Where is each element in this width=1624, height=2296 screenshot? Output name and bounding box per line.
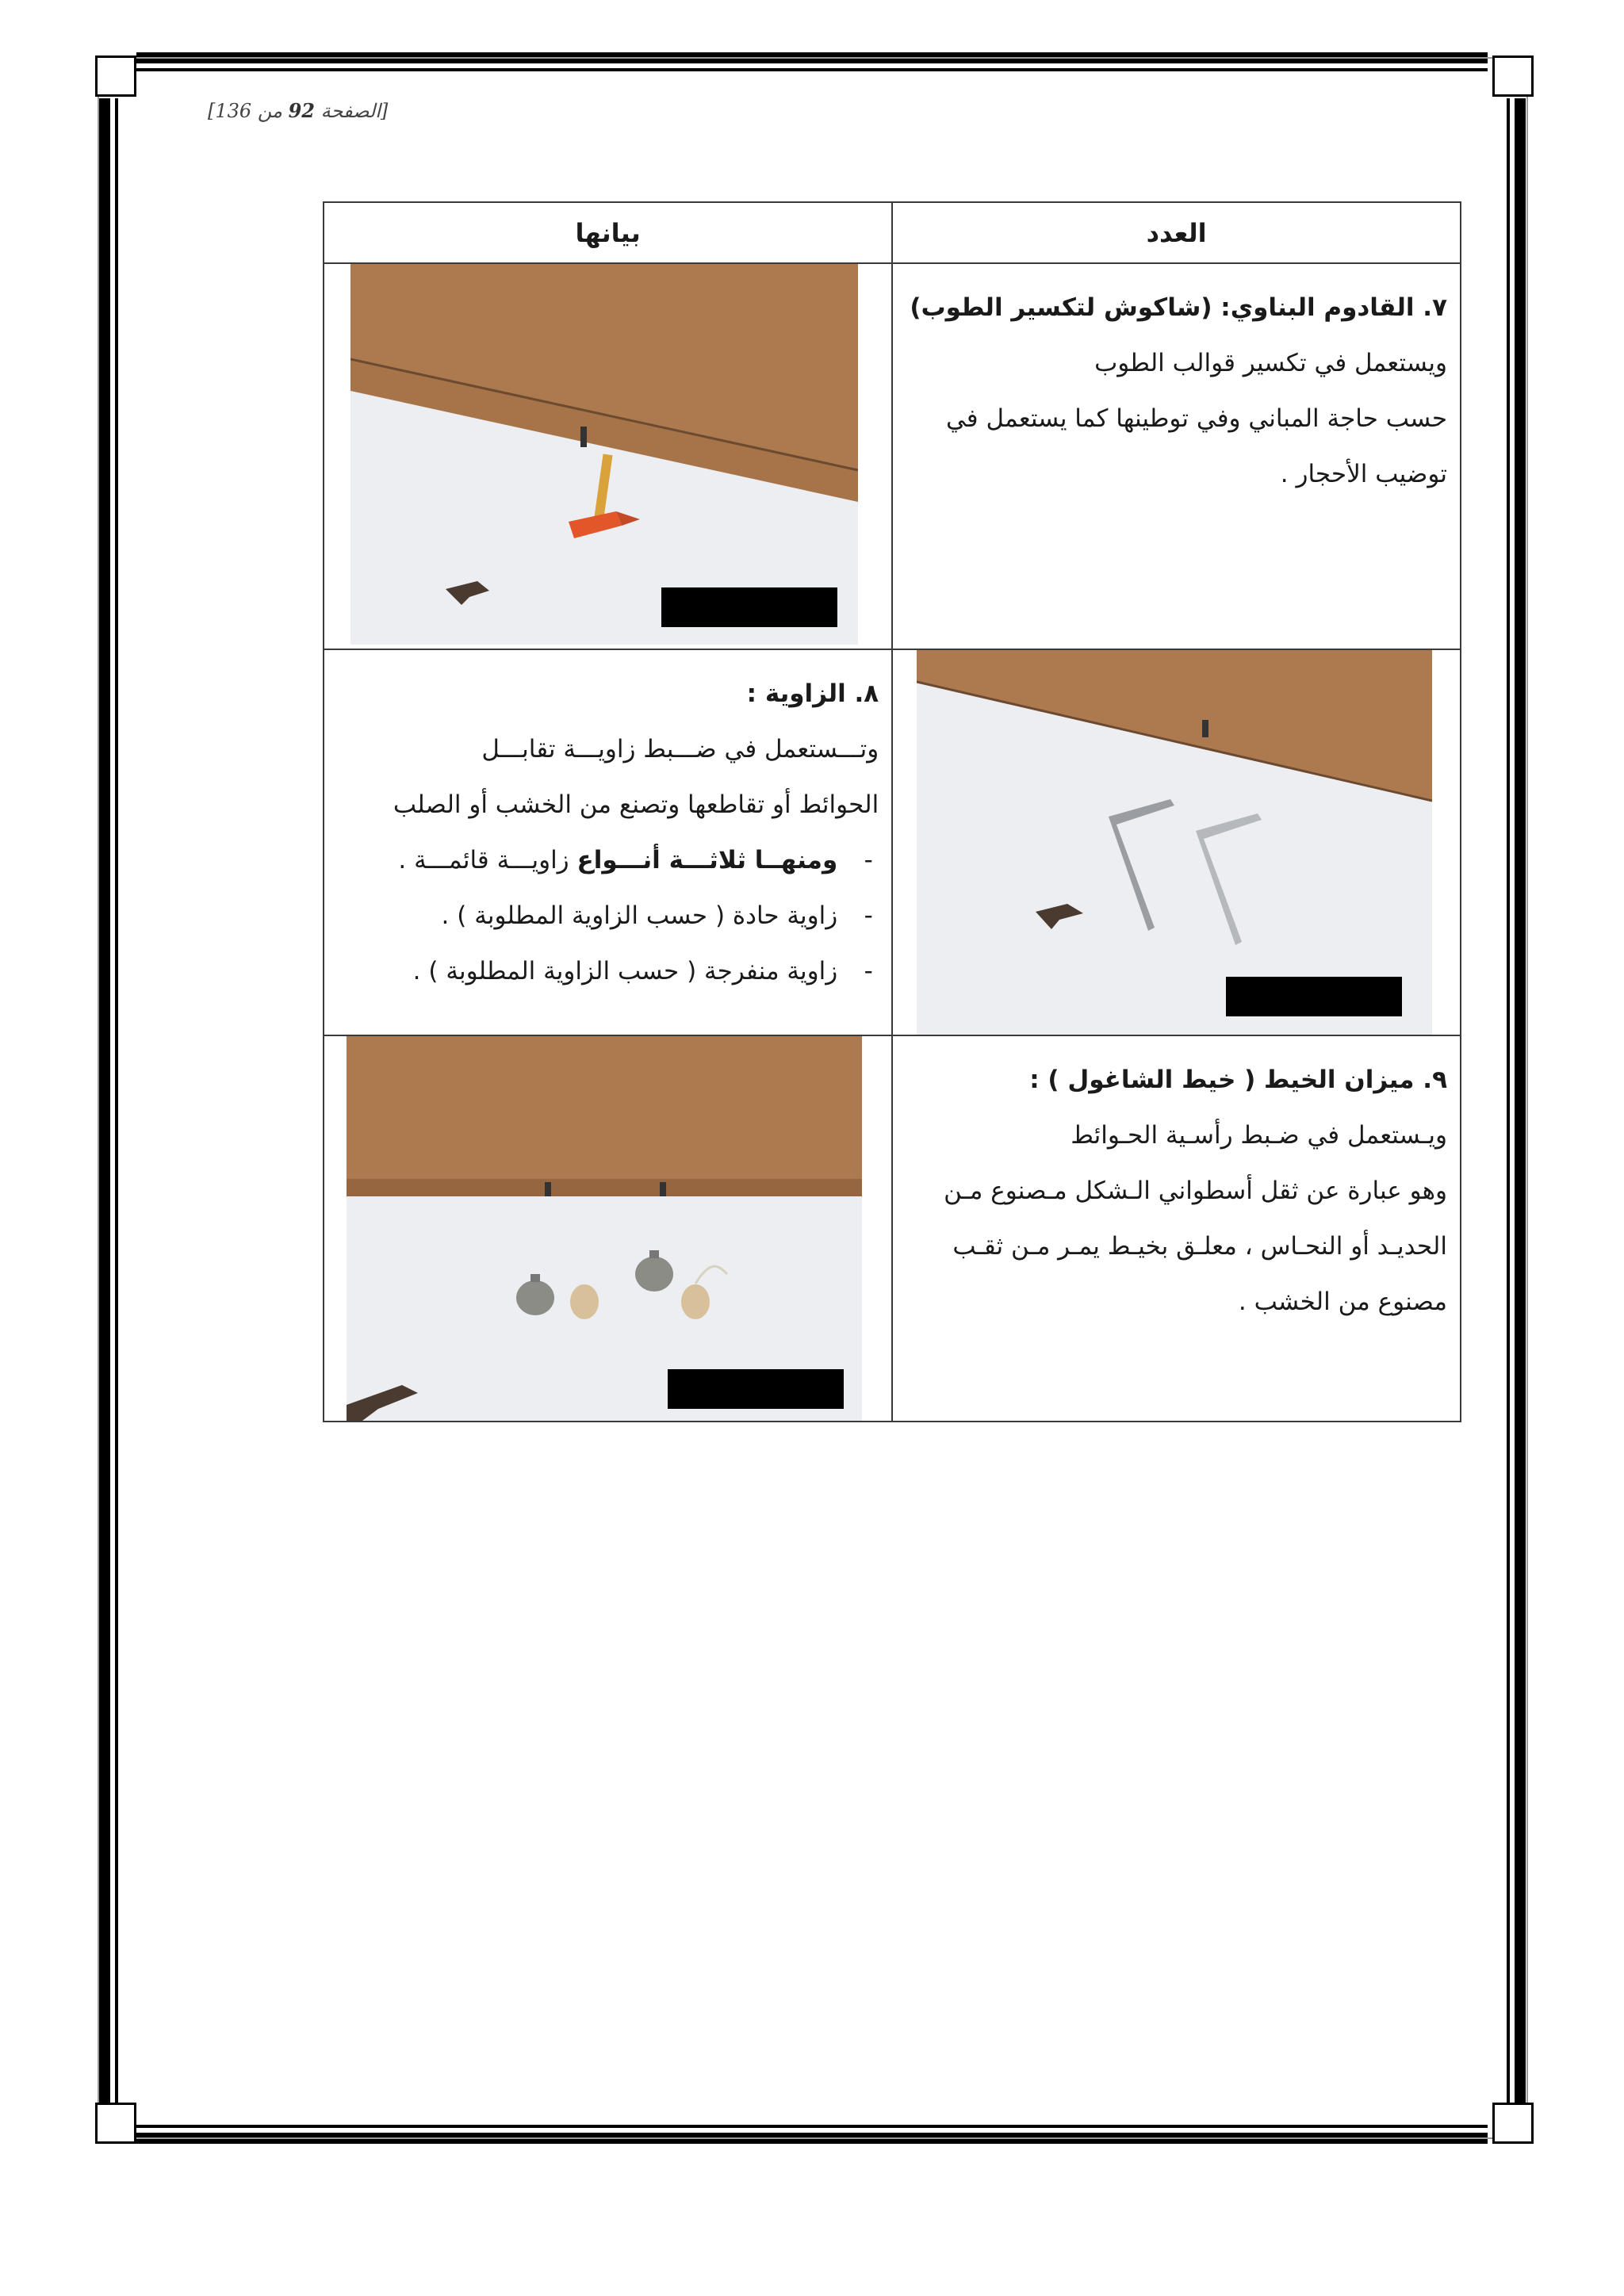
square-type-obtuse: زاوية منفرجة ( حسب الزاوية المطلوبة ) . bbox=[412, 957, 838, 985]
square-type-acute: زاوية حادة ( حسب الزاوية المطلوبة ) . bbox=[441, 901, 838, 930]
plumb-weight-2 bbox=[635, 1257, 673, 1292]
plumb-desc-line-2: وهو عبارة عن ثقل أسطواني الـشكل مـصنوع مـن bbox=[944, 1177, 1447, 1205]
hammer-desc-line-3: توضيب الأحجار . bbox=[1280, 460, 1447, 488]
square-bullet-2 bbox=[337, 888, 879, 943]
square-type-right: زاويـــة قائمـــة . bbox=[398, 846, 569, 874]
hammer-image-cell bbox=[324, 263, 892, 649]
hammer-desc-line-2: حسب حاجة المباني وفي توطينها كما يستعمل في bbox=[945, 404, 1447, 433]
square-title: ٨. الزاوية : bbox=[746, 679, 879, 708]
page-of-label: من bbox=[257, 100, 282, 122]
bullet-dash: - bbox=[864, 846, 873, 874]
plumb-weight-1 bbox=[516, 1280, 554, 1315]
frame-corner-bottom-left bbox=[95, 2103, 136, 2144]
frame-corner-top-left bbox=[95, 55, 136, 97]
frame-corner-top-right bbox=[1492, 55, 1534, 97]
plumb-spool-1 bbox=[570, 1284, 599, 1319]
plumb-photo-drawing bbox=[347, 1036, 862, 1421]
square-bullet-1 bbox=[337, 832, 879, 888]
redaction-box bbox=[661, 587, 837, 627]
square-photo bbox=[917, 650, 1432, 1035]
plumb-desc-line-3: الحديـد أو النحـاس ، معلـق بخيـط يمـر مـن ثقـب bbox=[952, 1232, 1447, 1261]
square-text-cell bbox=[324, 649, 892, 1035]
plumb-title: ٩. ميزان الخيط ( خيط الشاغول ) : bbox=[1029, 1066, 1447, 1094]
plumb-desc-line-4: مصنوع من الخشب . bbox=[1238, 1288, 1447, 1316]
square-bullet-3 bbox=[337, 943, 879, 999]
page-number-prefix: [الصفحة bbox=[320, 100, 389, 122]
square-image-cell bbox=[892, 649, 1461, 1035]
hammer-desc-line-1: ويستعمل في تكسير قوالب الطوب bbox=[1094, 349, 1447, 377]
bullet-dash: - bbox=[864, 901, 873, 930]
plumb-photo bbox=[347, 1036, 862, 1421]
plumb-image-cell bbox=[324, 1035, 892, 1422]
redaction-box bbox=[668, 1369, 844, 1409]
header-number: العدد bbox=[892, 202, 1461, 263]
table-header-row bbox=[324, 202, 1461, 263]
hammer-title: ٧. القادوم البناوي: (شاكوش لتكسير الطوب) bbox=[910, 293, 1447, 322]
plumb-spool-2 bbox=[681, 1284, 710, 1319]
table-row-hammer bbox=[324, 263, 1461, 649]
bullet-dash: - bbox=[864, 957, 873, 985]
plumb-desc-line-1: ويـستعمل في ضـبط رأسـية الحـوائط bbox=[1071, 1121, 1447, 1150]
hammer-photo bbox=[350, 264, 858, 645]
table-row-plumb bbox=[324, 1035, 1461, 1422]
square-types-bold: ومنهــا ثلاثـــة أنـــواع bbox=[576, 846, 838, 874]
current-page-number: 92 bbox=[288, 99, 315, 122]
page-number-label bbox=[208, 99, 388, 122]
plumb-text-cell bbox=[892, 1035, 1461, 1422]
square-desc-line-1: وتـــستعمل في ضـــبط زاويـــة تقابـــل bbox=[481, 735, 879, 763]
total-pages-number: 136] bbox=[208, 100, 252, 122]
hammer-text-cell bbox=[892, 263, 1461, 649]
redaction-box bbox=[1226, 977, 1402, 1016]
frame-corner-bottom-right bbox=[1492, 2103, 1534, 2144]
tools-table bbox=[323, 201, 1461, 1422]
square-desc-line-2: الحوائط أو تقاطعها وتصنع من الخشب أو الصلب bbox=[393, 790, 879, 819]
table-row-square bbox=[324, 649, 1461, 1035]
header-description: بيانها bbox=[324, 202, 892, 263]
